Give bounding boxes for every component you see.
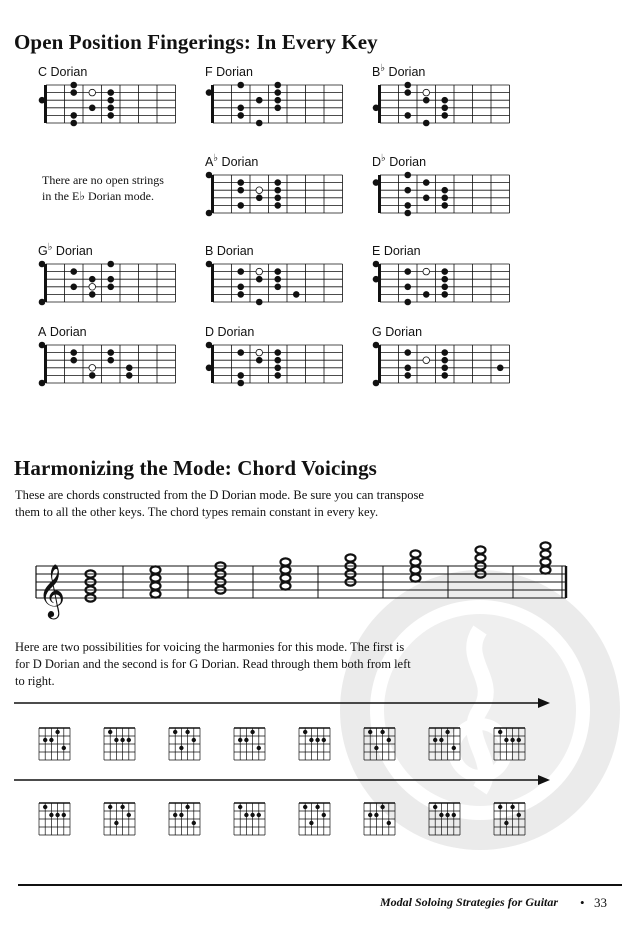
fretboard-diagram [40, 343, 190, 395]
dorian-root: A [205, 155, 214, 170]
finger-dot [441, 97, 448, 104]
alt-dot [423, 89, 430, 96]
chord-dot [315, 805, 319, 809]
finger-dot [441, 365, 448, 372]
chord-dot [315, 738, 319, 742]
dorian-suffix: Dorian [380, 244, 421, 259]
whole-note [151, 582, 161, 589]
section-title-harmonizing: Harmonizing the Mode: Chord Voicings [14, 456, 377, 480]
chord-dot [368, 730, 372, 734]
finger-dot [274, 365, 281, 372]
alt-dot [89, 89, 96, 96]
dorian-label [372, 63, 425, 79]
voicing-line-2: for D Dorian and the second is for G Dorian. Read through them both from left [15, 657, 411, 671]
finger-dot [256, 276, 263, 283]
chord-dot [445, 730, 449, 734]
finger-dot [441, 202, 448, 209]
finger-dot [373, 276, 380, 283]
dorian-label [205, 323, 254, 339]
whole-note [281, 566, 291, 573]
dorian-suffix: Dorian [218, 155, 259, 170]
chord-box-diagram [168, 803, 208, 843]
chord-dot [62, 813, 66, 817]
chord-dot [380, 805, 384, 809]
chord-dot [238, 738, 242, 742]
finger-dot [404, 112, 411, 119]
finger-dot [126, 372, 133, 379]
dorian-label [38, 63, 87, 79]
dorian-label [372, 323, 422, 339]
finger-dot [126, 365, 133, 372]
finger-dot [107, 261, 114, 268]
chord-dot [179, 746, 183, 750]
finger-dot [404, 89, 411, 96]
fretboard-diagram [207, 83, 357, 135]
finger-dot [441, 187, 448, 194]
chord-dot [43, 738, 47, 742]
chord-dot [55, 730, 59, 734]
chord-box-diagram [363, 728, 403, 768]
chord-dot [322, 738, 326, 742]
chord-dot [192, 821, 196, 825]
chord-dot [49, 738, 53, 742]
whole-note [411, 550, 421, 557]
footer-bullet: • [580, 895, 585, 910]
dorian-label [205, 63, 253, 79]
finger-dot [373, 342, 380, 349]
finger-dot [423, 291, 430, 298]
finger-dot [237, 202, 244, 209]
finger-dot [274, 89, 281, 96]
finger-dot [441, 349, 448, 356]
finger-dot [237, 284, 244, 291]
chord-dot [55, 813, 59, 817]
finger-dot [39, 97, 46, 104]
finger-dot [70, 112, 77, 119]
finger-dot [441, 291, 448, 298]
chord-dot [380, 730, 384, 734]
finger-dot [206, 210, 213, 217]
finger-dot [206, 261, 213, 268]
finger-dot [274, 372, 281, 379]
chord-box-diagram [38, 803, 78, 843]
chord-box-diagram [493, 728, 533, 768]
chord-dot [510, 805, 514, 809]
alt-dot [423, 268, 430, 275]
finger-dot [107, 105, 114, 112]
finger-dot [107, 349, 114, 356]
finger-dot [237, 291, 244, 298]
note-line-2: in the E♭ Dorian mode. [42, 189, 154, 203]
chord-dot [374, 746, 378, 750]
chord-box-diagram [168, 728, 208, 768]
dorian-suffix: Dorian [212, 65, 253, 80]
finger-dot [404, 284, 411, 291]
chord-box-diagram [428, 728, 468, 768]
finger-dot [404, 268, 411, 275]
chord-dot [127, 813, 131, 817]
nut [211, 345, 214, 383]
finger-dot [256, 97, 263, 104]
finger-dot [404, 210, 411, 217]
finger-dot [497, 365, 504, 372]
finger-dot [237, 268, 244, 275]
dorian-root: D [372, 155, 382, 170]
dorian-suffix: Dorian [214, 325, 255, 340]
whole-note [281, 558, 291, 565]
whole-note [541, 566, 551, 573]
dorian-suffix: Dorian [47, 65, 88, 80]
nut [211, 264, 214, 302]
section-title-open-position: Open Position Fingerings: In Every Key [14, 30, 378, 54]
chord-dot [322, 813, 326, 817]
finger-dot [274, 284, 281, 291]
finger-dot [441, 284, 448, 291]
chord-dot [387, 821, 391, 825]
chord-dot [374, 813, 378, 817]
finger-dot [373, 179, 380, 186]
fretboard-diagram [207, 262, 357, 314]
finger-dot [256, 357, 263, 364]
chord-box-diagram [103, 803, 143, 843]
finger-dot [274, 179, 281, 186]
alt-dot [89, 365, 96, 372]
chord-dot [517, 738, 521, 742]
finger-dot [70, 120, 77, 127]
voicing-paragraph [15, 639, 411, 690]
chord-dot [257, 813, 261, 817]
dorian-label [38, 242, 93, 258]
note-no-open-strings [42, 172, 164, 204]
chord-dot [43, 805, 47, 809]
chord-dot [504, 738, 508, 742]
finger-dot [404, 372, 411, 379]
chord-dot [504, 821, 508, 825]
fretboard-diagram [374, 83, 524, 135]
whole-note [151, 566, 161, 573]
whole-note [151, 574, 161, 581]
dorian-accidental: ♭ [47, 242, 53, 253]
finger-dot [423, 120, 430, 127]
chord-dot [127, 738, 131, 742]
dorian-suffix: Dorian [385, 155, 427, 170]
finger-dot [107, 276, 114, 283]
fretboard-diagram [40, 83, 190, 135]
chord-box-diagram [233, 728, 273, 768]
finger-dot [441, 105, 448, 112]
finger-dot [274, 276, 281, 283]
whole-note [281, 574, 291, 581]
finger-dot [373, 261, 380, 268]
dorian-root: G [372, 325, 382, 340]
chord-dot [433, 738, 437, 742]
voicing-line-3: to right. [15, 674, 55, 688]
treble-clef-icon: 𝄞 [38, 563, 66, 617]
finger-dot [206, 365, 213, 372]
dorian-label [372, 242, 421, 258]
nut [44, 345, 47, 383]
finger-dot [274, 105, 281, 112]
note-line-1: There are no open strings [42, 173, 164, 187]
chord-dot [303, 805, 307, 809]
alt-dot [256, 349, 263, 356]
finger-dot [237, 179, 244, 186]
chord-dot [309, 821, 313, 825]
chord-dot [173, 813, 177, 817]
finger-dot [39, 261, 46, 268]
footer-rule [18, 884, 622, 886]
alt-dot [89, 284, 96, 291]
dorian-root: F [205, 65, 213, 80]
finger-dot [423, 195, 430, 202]
nut [378, 85, 381, 123]
chord-dot [439, 738, 443, 742]
finger-dot [206, 172, 213, 179]
chord-dot [368, 813, 372, 817]
whole-note [151, 590, 161, 597]
chord-box-diagram [428, 803, 468, 843]
finger-dot [237, 187, 244, 194]
chord-box-diagram [363, 803, 403, 843]
finger-dot [107, 97, 114, 104]
dorian-accidental: ♭ [213, 153, 219, 164]
finger-dot [441, 357, 448, 364]
finger-dot [274, 187, 281, 194]
chord-box-diagram [38, 728, 78, 768]
whole-note [411, 566, 421, 573]
page-number: 33 [594, 895, 607, 910]
intro-line-1: These are chords constructed from the D Dorian mode. Be sure you can transpose [15, 488, 424, 502]
chord-dot [445, 813, 449, 817]
dorian-suffix: Dorian [213, 244, 254, 259]
dorian-accidental: ♭ [380, 63, 386, 74]
chord-dot [62, 746, 66, 750]
finger-dot [89, 372, 96, 379]
whole-note [346, 554, 356, 561]
dorian-root: E [372, 244, 381, 259]
chord-dot [185, 805, 189, 809]
nut [378, 345, 381, 383]
finger-dot [39, 342, 46, 349]
finger-dot [404, 187, 411, 194]
finger-dot [256, 195, 263, 202]
finger-dot [373, 380, 380, 387]
chord-dot [114, 738, 118, 742]
chord-dot [250, 730, 254, 734]
direction-arrow-icon [14, 774, 554, 786]
dorian-accidental: ♭ [381, 153, 386, 164]
finger-dot [70, 357, 77, 364]
finger-dot [404, 349, 411, 356]
finger-dot [441, 268, 448, 275]
alt-dot [423, 357, 430, 364]
finger-dot [404, 365, 411, 372]
dorian-suffix: Dorian [381, 325, 423, 340]
fretboard-diagram [207, 343, 357, 395]
dorian-label [205, 153, 258, 169]
finger-dot [107, 357, 114, 364]
chord-dot [114, 821, 118, 825]
finger-dot [404, 299, 411, 306]
finger-dot [39, 380, 46, 387]
nut [378, 264, 381, 302]
chord-dot [303, 730, 307, 734]
whole-note [281, 582, 291, 589]
dorian-label [205, 242, 254, 258]
chord-dot [510, 738, 514, 742]
fretboard-diagram [40, 262, 190, 314]
dorian-root: B [372, 65, 381, 80]
voicing-line-1: Here are two possibilities for voicing the harmonies for this mode. The first is [15, 640, 405, 654]
finger-dot [404, 202, 411, 209]
chord-dot [192, 738, 196, 742]
chord-dot [309, 738, 313, 742]
direction-arrow-icon [14, 697, 554, 709]
dorian-root: G [38, 244, 48, 259]
finger-dot [107, 284, 114, 291]
finger-dot [70, 349, 77, 356]
chord-dot [498, 730, 502, 734]
whole-note [541, 542, 551, 549]
chord-dot [387, 738, 391, 742]
chord-dot [120, 738, 124, 742]
fretboard-diagram [374, 173, 524, 225]
chord-dot [120, 805, 124, 809]
dorian-root: C [38, 65, 48, 80]
finger-dot [89, 105, 96, 112]
finger-dot [70, 82, 77, 89]
chord-box-diagram [298, 728, 338, 768]
staff [36, 556, 576, 616]
footer-book-title: Modal Soloing Strategies for Guitar [380, 895, 559, 909]
dorian-suffix: Dorian [46, 325, 87, 340]
whole-note [476, 554, 486, 561]
chord-dot [452, 746, 456, 750]
finger-dot [274, 97, 281, 104]
whole-note [476, 546, 486, 553]
finger-dot [89, 291, 96, 298]
finger-dot [274, 202, 281, 209]
dorian-suffix: Dorian [385, 65, 426, 80]
nut [44, 85, 47, 123]
finger-dot [206, 89, 213, 96]
alt-dot [256, 268, 263, 275]
chord-dot [517, 813, 521, 817]
finger-dot [441, 112, 448, 119]
chord-box-diagram [233, 803, 273, 843]
chord-dot [257, 746, 261, 750]
finger-dot [70, 89, 77, 96]
dorian-root: B [205, 244, 214, 259]
chord-dot [238, 805, 242, 809]
finger-dot [206, 342, 213, 349]
finger-dot [274, 195, 281, 202]
alt-dot [256, 187, 263, 194]
intro-paragraph [15, 487, 424, 521]
chord-dot [244, 738, 248, 742]
finger-dot [107, 112, 114, 119]
whole-note [411, 574, 421, 581]
finger-dot [441, 195, 448, 202]
finger-dot [256, 120, 263, 127]
finger-dot [404, 172, 411, 179]
finger-dot [274, 357, 281, 364]
finger-dot [237, 105, 244, 112]
fretboard-diagram [207, 173, 357, 225]
finger-dot [70, 268, 77, 275]
whole-note [541, 550, 551, 557]
whole-note [411, 558, 421, 565]
chord-dot [498, 805, 502, 809]
fretboard-diagram [374, 262, 524, 314]
finger-dot [404, 82, 411, 89]
fretboard-diagram [374, 343, 524, 395]
finger-dot [441, 276, 448, 283]
finger-dot [293, 291, 300, 298]
chord-dot [185, 730, 189, 734]
whole-note [541, 558, 551, 565]
chord-dot [179, 813, 183, 817]
chord-dot [173, 730, 177, 734]
chord-dot [108, 730, 112, 734]
finger-dot [39, 299, 46, 306]
chord-box-diagram [298, 803, 338, 843]
finger-dot [274, 349, 281, 356]
chord-dot [433, 805, 437, 809]
finger-dot [373, 105, 380, 112]
finger-dot [237, 112, 244, 119]
finger-dot [256, 299, 263, 306]
finger-dot [237, 380, 244, 387]
dorian-label [372, 153, 426, 169]
dorian-root: D [205, 325, 215, 340]
chord-dot [250, 813, 254, 817]
dorian-suffix: Dorian [52, 244, 93, 259]
chord-dot [244, 813, 248, 817]
finger-dot [70, 284, 77, 291]
finger-dot [274, 268, 281, 275]
chord-dot [108, 805, 112, 809]
intro-line-2: them to all the other keys. The chord types remain constant in every key. [15, 505, 379, 519]
finger-dot [237, 82, 244, 89]
nut [44, 264, 47, 302]
chord-dot [49, 813, 53, 817]
dorian-label [38, 323, 87, 339]
chord-box-diagram [103, 728, 143, 768]
dorian-root: A [38, 325, 47, 340]
finger-dot [237, 349, 244, 356]
finger-dot [423, 97, 430, 104]
finger-dot [441, 372, 448, 379]
finger-dot [89, 276, 96, 283]
finger-dot [107, 89, 114, 96]
chord-box-diagram [493, 803, 533, 843]
finger-dot [423, 179, 430, 186]
finger-dot [274, 82, 281, 89]
nut [211, 175, 214, 213]
chord-dot [452, 813, 456, 817]
finger-dot [237, 372, 244, 379]
chord-dot [439, 813, 443, 817]
